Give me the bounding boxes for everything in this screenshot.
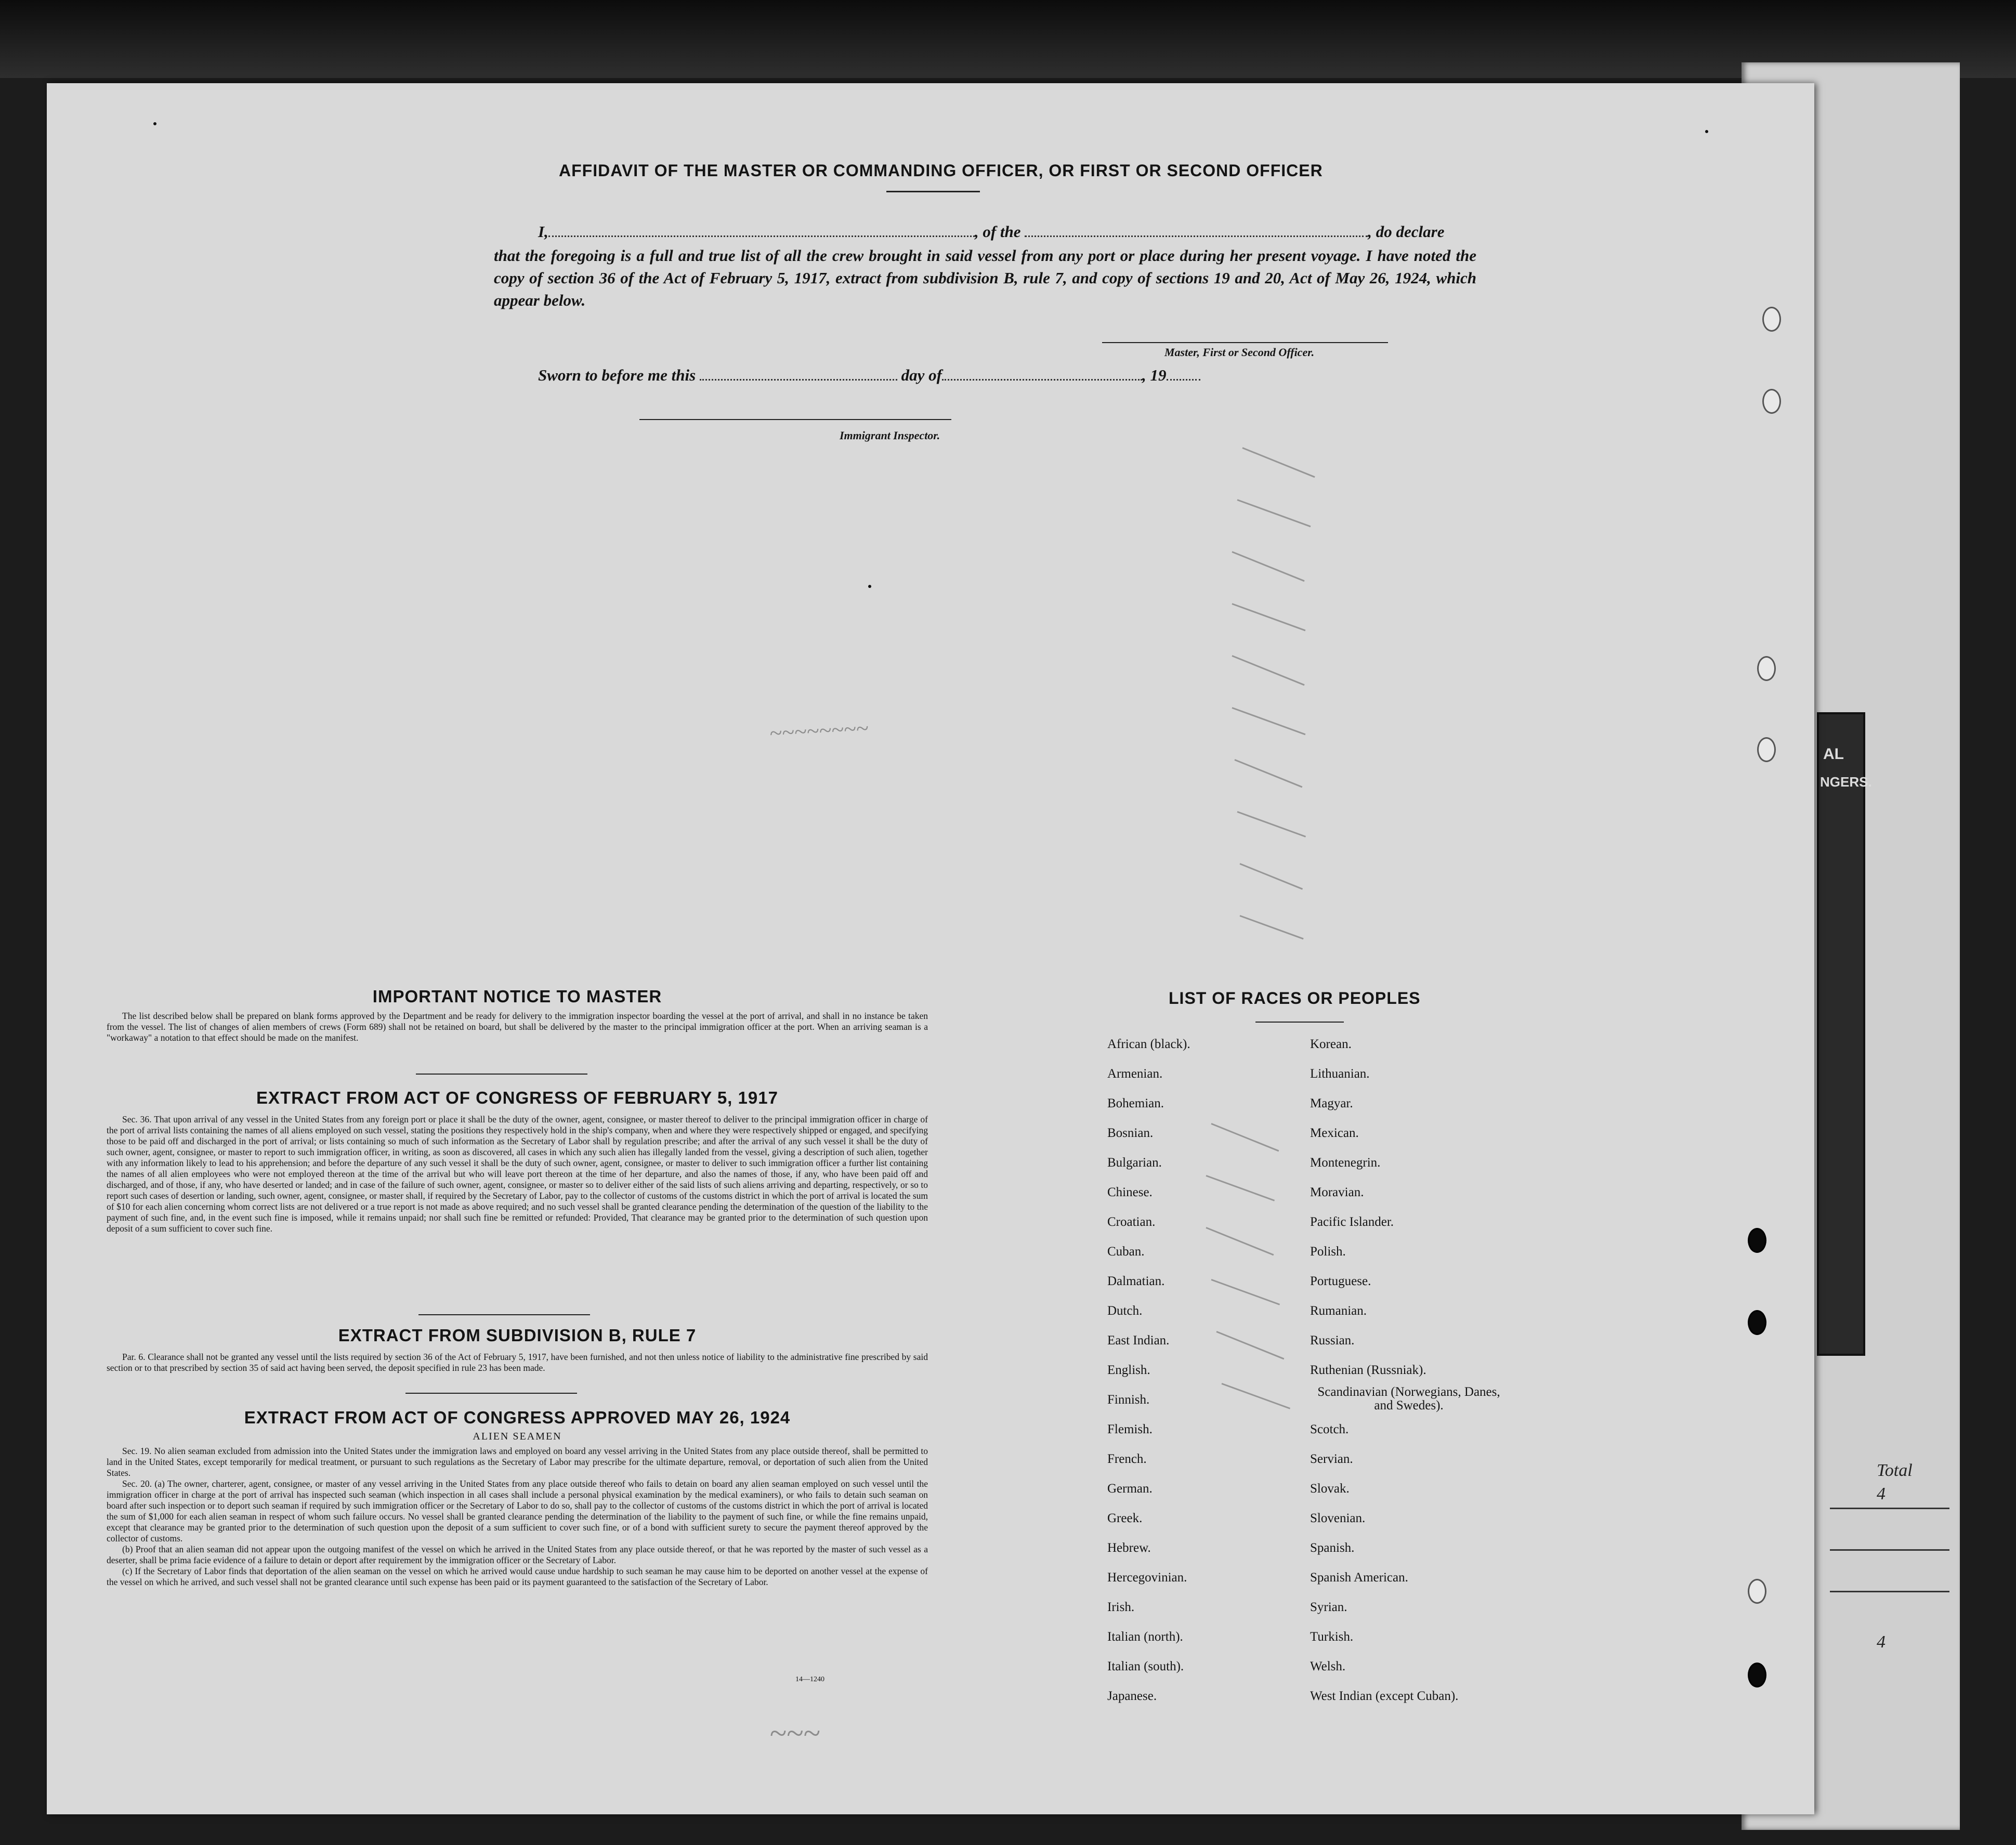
race-left-item: English. — [1107, 1363, 1150, 1377]
extract-rule7-body: Par. 6. Clearance shall not be granted any vessel until the lists required by section 36 of the Act of February 5, 1917, have been furnished, and not then unless notice of liability to the administrative fine prescribed by said section or to that prescribed by section 35 of said act having been served, the deposit specified in rule 23 has been made. — [107, 1352, 928, 1373]
race-right-item: Lithuanian. — [1310, 1067, 1370, 1081]
race-right-item: Turkish. — [1310, 1630, 1354, 1644]
punch-hole — [1757, 737, 1776, 762]
race-right-item: Spanish. — [1310, 1541, 1355, 1555]
race-left-item: Dalmatian. — [1107, 1274, 1165, 1288]
race-left-item: Cuban. — [1107, 1245, 1145, 1259]
underlying-total-value-1: 4 — [1877, 1484, 1886, 1503]
extract-1924-sec20c: (c) If the Secretary of Labor finds that deportation of the alien seaman on the vessel on which he arrived would cause undue hardship to such seaman he may cause him to be deported on another vessel at the expense of the vessel on which he arrived, and such vessel shall not be granted clearance until such expense has been paid or its payment guaranteed to the satisfaction of the Secretary of Labor. — [107, 1566, 928, 1587]
underlying-sheet-tab — [1817, 712, 1872, 1356]
race-right-item: Russian. — [1310, 1333, 1355, 1347]
extract-1917-body: Sec. 36. That upon arrival of any vessel in the United States from any foreign port or place it shall be the duty of the owner, agent, consignee, or master thereof to deliver to the principal immigration officer in charge of the port of arrival lists containing the names of all aliens employed on such vessel, stating the positions they respectively hold in the ship's company, when and where they were respectively shipped or engaged, and specifying those to be paid off and discharged in the port of arrival; or lists containing so much of such information as the Secretary of Labor shall by regulation prescribe; and after the arrival of any such vessel it shall be the duty of such owner, agent, consignee, or master to report to such immigration officer, in writing, as soon as discovered, all cases in which any such alien has illegally landed from the vessel, giving a description of such alien, together with any information likely to lead to his apprehension; and before the departure of any such vessel it shall be the duty of such owner, agent, consignee, or master to deliver to such immigration officer a further list containing the names of all alien employees who were not employed thereon at the time of the arrival but who will leave port thereon at the time of her departure, and also the names of those, if any, who have been paid off and discharged, and of those, if any, who have deserted or landed; and in case of the failure of such owner, agent, consignee, or master so to deliver either of the said lists of such aliens arriving and departing, respectively, or so to report such cases of desertion or landing, such owner, agent, consignee, or master shall, if required by the Secretary of Labor, pay to the collector of customs of the customs district in which the port of arrival is located the sum of $10 for each alien concerning whom correct lists are not delivered or a true report is not made as above required; and no such vessel shall be granted clearance pending the determination of the question of the liability to the payment of such fine, and, in the event such fine is imposed, while it remains unpaid; nor shall such fine be remitted or refunded: Provided, That clearance may be granted prior to the determination of such question upon deposit of a sum sufficient to cover such fine. — [107, 1114, 928, 1234]
race-right-item: Ruthenian (Russniak). — [1310, 1363, 1426, 1377]
punch-hole — [1762, 307, 1781, 332]
extract-1924-sec20a: Sec. 20. (a) The owner, charterer, agent, consignee, or master of any vessel arriving in the United States from any place outside thereof who fails to detain on board any alien seaman employed on such vessel until the immigration officer in charge at the port of arrival has inspected such seaman (which inspection in all cases shall include a personal physical examination by the medical examiners), or who fails to detain such seaman on board after such inspection or to deport such seaman if required by such immigration officer or the Secretary of Labor to do so, shall pay to the collector of customs of the customs district in which the port of arrival is located the sum of $1,000 for each alien seaman in respect of whom such failure occurs. No vessel shall be granted clearance pending the determination of the liability to the payment of such fine, or while the fine remains unpaid, except that clearance may be granted prior to the determination of such question upon the deposit of a sum sufficient to cover such fine, or of a bond with sufficient surety to secure the payment thereof approved by the collector of customs. — [107, 1478, 928, 1543]
race-left-item: Chinese. — [1107, 1185, 1153, 1199]
notice-body: The list described below shall be prepared on blank forms approved by the Department and be ready for delivery to the immigration inspector boarding the vessel at the port of arrival, and shall in no instance be taken from the vessel. The list of changes of alien members of crews (Form 689) shall not be retained on board, but shall be delivered by the master to the principal immigration officer at the port. When an arriving seaman is a "workaway" a notation to that effect should be made on the manifest. — [107, 1011, 928, 1043]
form-number: 14—1240 — [795, 1676, 824, 1683]
races-title: LIST OF RACES OR PEOPLES — [1169, 989, 1421, 1007]
race-left-item: Bohemian. — [1107, 1096, 1164, 1110]
race-left-item: Bulgarian. — [1107, 1156, 1162, 1170]
underlying-sheet-label-al: AL — [1823, 745, 1844, 763]
extract-1917-section — [107, 1088, 928, 1234]
extract-rule7-section — [107, 1326, 928, 1373]
dust-speck — [868, 585, 871, 588]
sworn-day-field[interactable] — [700, 365, 897, 381]
inspector-signature-line[interactable] — [639, 419, 951, 420]
races-title-rule — [1255, 1022, 1344, 1023]
faint-pencil-signature: ~~~ — [769, 1716, 820, 1750]
race-left-item: Flemish. — [1107, 1422, 1153, 1436]
race-right-item: Servian. — [1310, 1452, 1353, 1466]
dust-speck — [153, 122, 156, 125]
race-left-item: Hebrew. — [1107, 1541, 1151, 1555]
extract-1924-subtitle: ALIEN SEAMEN — [473, 1431, 562, 1442]
vessel-name-field[interactable] — [1025, 222, 1368, 237]
race-left-item: Japanese. — [1107, 1689, 1157, 1703]
affidavit-title: AFFIDAVIT OF THE MASTER OR COMMANDING OFFICER, OR FIRST OR SECOND OFFICER — [559, 161, 1323, 180]
race-left-item: French. — [1107, 1452, 1147, 1466]
affidavit-word-i: I, — [538, 223, 548, 241]
race-left-item: Irish. — [1107, 1600, 1135, 1614]
underlying-rule — [1830, 1508, 1949, 1509]
notice-title: IMPORTANT NOTICE TO MASTER — [372, 987, 662, 1006]
underlying-total-value-2: 4 — [1877, 1632, 1886, 1652]
race-left-item: African (black). — [1107, 1037, 1190, 1051]
dust-speck — [1705, 130, 1708, 133]
race-right-item: Rumanian. — [1310, 1304, 1367, 1318]
race-right-item: Portuguese. — [1310, 1274, 1371, 1288]
race-left-item: Dutch. — [1107, 1304, 1143, 1318]
race-right-item: Scandinavian (Norwegians, Danes, and Swedes). — [1317, 1385, 1500, 1412]
race-left-item: Greek. — [1107, 1511, 1143, 1525]
punch-hole — [1748, 1663, 1766, 1687]
punch-hole — [1748, 1579, 1766, 1604]
underlying-rule — [1830, 1549, 1949, 1551]
race-right-item: Slovak. — [1310, 1482, 1350, 1496]
race-left-item: Armenian. — [1107, 1067, 1163, 1081]
manifest-page — [47, 83, 1814, 1814]
title-rule — [886, 191, 980, 192]
race-left-item: Croatian. — [1107, 1215, 1156, 1229]
punch-hole — [1757, 656, 1776, 681]
race-right-item: Spanish American. — [1310, 1571, 1408, 1585]
race-right-item: Korean. — [1310, 1037, 1352, 1051]
master-signature-line[interactable] — [1102, 342, 1388, 343]
underlying-sheet-label-ngers: NGERS. — [1820, 774, 1872, 790]
extract-1924-section — [107, 1408, 928, 1588]
race-right-item: Pacific Islander. — [1310, 1215, 1394, 1229]
section-rule — [416, 1074, 587, 1075]
sworn-year-field[interactable] — [1167, 365, 1200, 381]
race-left-item: Hercegovinian. — [1107, 1571, 1187, 1585]
race-left-item: Bosnian. — [1107, 1126, 1154, 1140]
extract-1924-title: EXTRACT FROM ACT OF CONGRESS APPROVED MAY 26, 1924 — [244, 1408, 791, 1427]
extract-rule7-title: EXTRACT FROM SUBDIVISION B, RULE 7 — [338, 1326, 697, 1345]
race-right-item: Montenegrin. — [1310, 1156, 1381, 1170]
race-right-item: Magyar. — [1310, 1096, 1353, 1110]
affidavit-body: that the foregoing is a full and true list of all the crew brought in said vessel from any port or place during her present voyage. I have noted the copy of section 36 of the Act of February 5, 1917, extract from subdivision B, rule 7, and copy of sections 19 and 20, Act of May 26, 1924, which appear below. — [494, 246, 1476, 309]
race-left-item: Italian (south). — [1107, 1659, 1184, 1673]
race-right-item: West Indian (except Cuban). — [1310, 1689, 1459, 1703]
affidavit-of-the: , of the — [974, 223, 1021, 241]
race-left-item: German. — [1107, 1482, 1153, 1496]
race-right-item: Scotch. — [1310, 1422, 1349, 1436]
sworn-line — [494, 365, 1200, 385]
race-right-item: Syrian. — [1310, 1600, 1347, 1614]
race-right-item: Mexican. — [1310, 1126, 1359, 1140]
race-right-item: Welsh. — [1310, 1659, 1346, 1673]
punch-hole — [1748, 1310, 1766, 1335]
race-left-item: Finnish. — [1107, 1393, 1150, 1407]
inspector-signature-label: Immigrant Inspector. — [840, 429, 940, 442]
sworn-day-of-label: day of — [901, 366, 942, 384]
section-rule — [405, 1393, 577, 1394]
sworn-label: Sworn to before me this — [538, 366, 696, 384]
important-notice-section — [107, 987, 928, 1043]
punch-hole — [1762, 389, 1781, 414]
extract-1924-sec19: Sec. 19. No alien seaman excluded from admission into the United States under the immigration laws and employed on board any vessel arriving in the United States from any place outside thereof, shall be permitted to land in the United States, except temporarily for medical treatment, or pursuant to such regulations as the Secretary of Labor may prescribe for the ultimate departure, removal, or deportation of such alien from the United States. — [107, 1446, 928, 1478]
race-left-item: Italian (north). — [1107, 1630, 1183, 1644]
extract-1924-sec20b: (b) Proof that an alien seaman did not appear upon the outgoing manifest of the vessel on which he arrived in the United States from any place outside thereof, or that he was reported by the master of such vessel as a deserter, shall be prima facie evidence of a failure to detain or deport after requirement by the immigration officer or the Secretary of Labor. — [107, 1544, 928, 1565]
section-rule — [418, 1314, 590, 1315]
underlying-rule — [1830, 1591, 1949, 1592]
faint-pencil-signature: ~~~~~~~~ — [768, 715, 869, 746]
race-right-item: Moravian. — [1310, 1185, 1364, 1199]
scan-background — [0, 0, 2016, 78]
underlying-total-label: Total — [1877, 1461, 1913, 1480]
master-name-field[interactable] — [548, 222, 975, 237]
master-signature-label: Master, First or Second Officer. — [1164, 346, 1315, 359]
extract-1917-title: EXTRACT FROM ACT OF CONGRESS OF FEBRUARY 5, 1917 — [256, 1088, 778, 1107]
race-left-item: East Indian. — [1107, 1333, 1170, 1347]
sworn-year-label: , 19 — [1142, 366, 1167, 384]
affidavit-first-line — [494, 222, 1444, 241]
sworn-month-field[interactable] — [942, 365, 1142, 381]
race-right-item: Slovenian. — [1310, 1511, 1366, 1525]
punch-hole — [1748, 1228, 1766, 1253]
race-right-item: Polish. — [1310, 1245, 1346, 1259]
affidavit-do-declare: , do declare — [1368, 223, 1445, 241]
